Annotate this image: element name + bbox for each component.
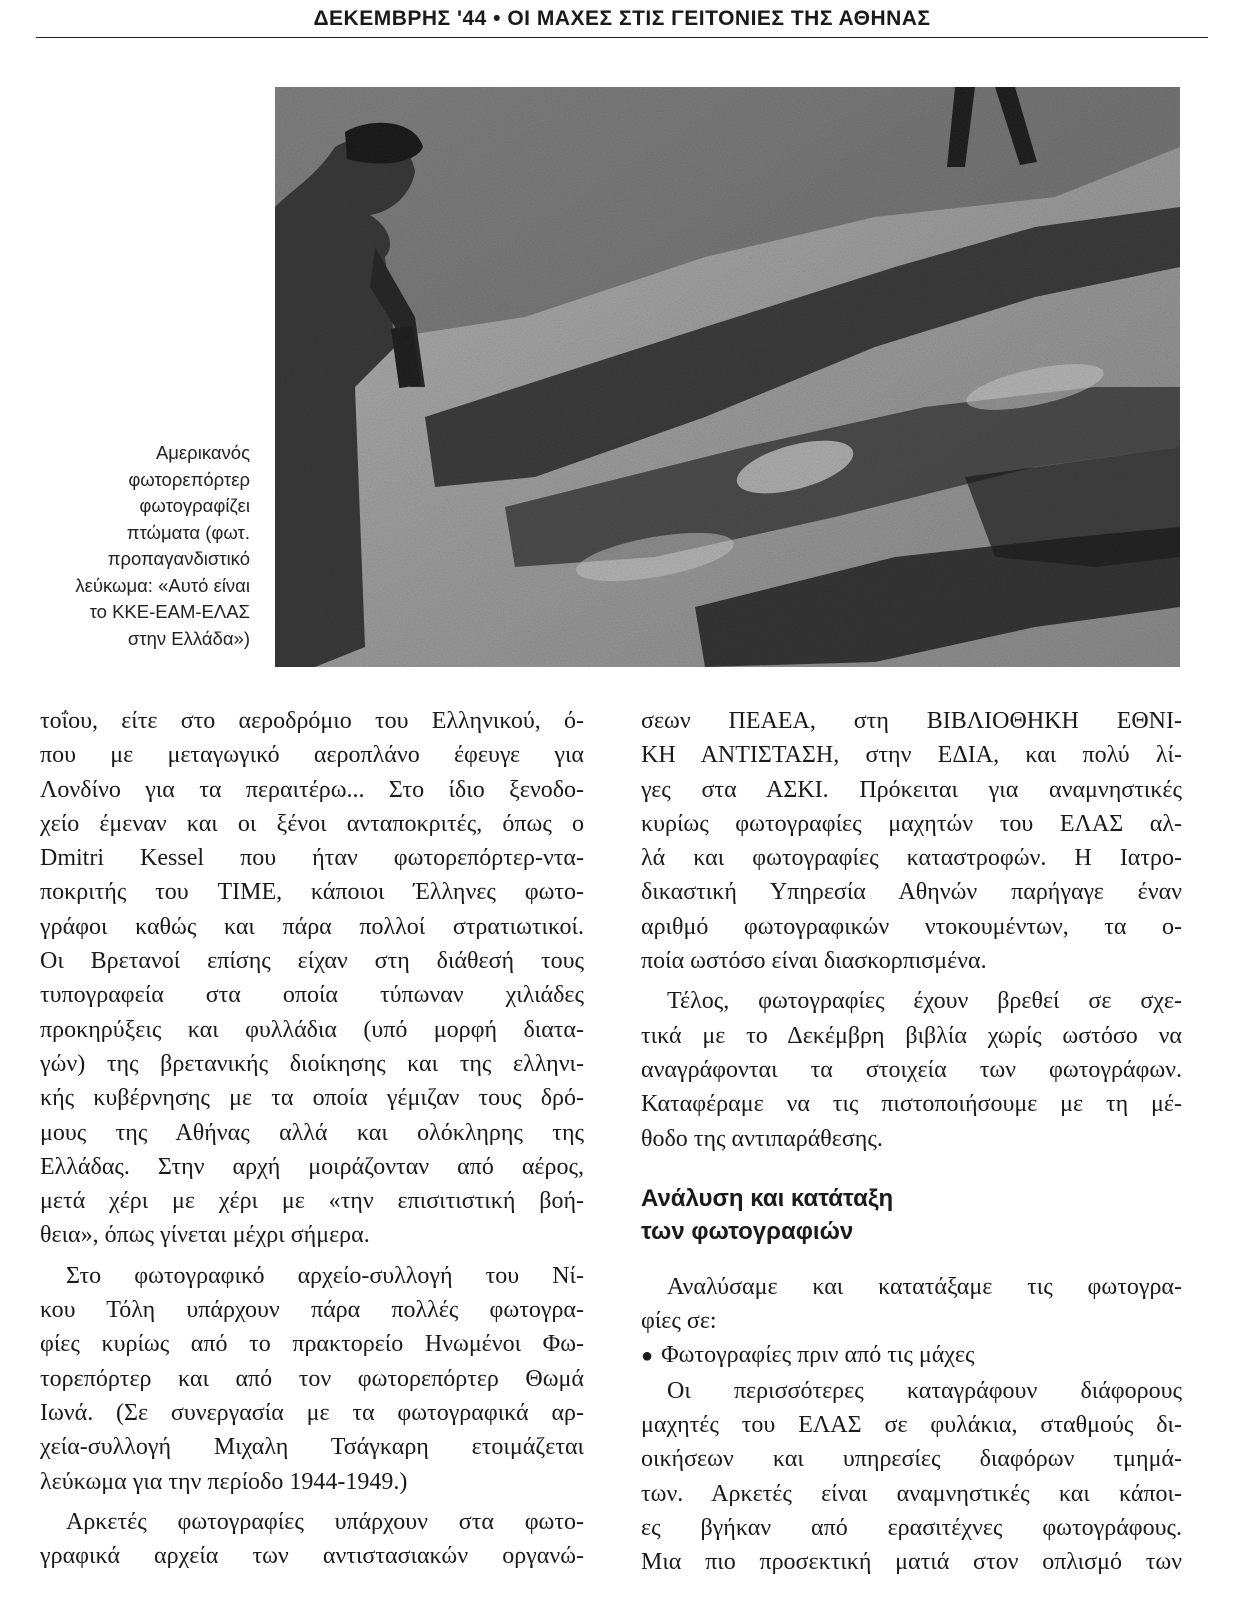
text-line: ΚΗ ΑΝΤΙΣΤΑΣΗ, στην ΕΔΙΑ, και πολύ λί- (641, 742, 1182, 769)
text-line: των. Αρκετές είναι αναμνηστικές και κάποι- (641, 1480, 1182, 1507)
section-heading (641, 1182, 1182, 1248)
text-line: δικαστική Υπηρεσία Αθηνών παρήγαγε έναν (641, 879, 1182, 906)
text-line: Λονδίνο για τα περαιτέρω... Στο ίδιο ξενοδο- (40, 776, 584, 803)
text-line: Ιωνά. (Σε συνεργασία με τα φωτογραφικά αρ- (40, 1399, 584, 1426)
caption-line: στην Ελλάδα») (127, 627, 250, 649)
text-line: Οι Βρετανοί επίσης είχαν στη διάθεσή τους (40, 948, 584, 975)
text-line: ες βγήκαν από ερασιτέχνες φωτογράφους. (641, 1514, 1182, 1541)
text-line: Αρκετές φωτογραφίες υπάρχουν στα φωτο- (66, 1508, 584, 1535)
text-line: λά και φωτογραφίες καταστροφών. Η Ιατρο- (641, 845, 1182, 872)
text-line: τυπογραφεία στα οποία τύπωναν χιλιάδες (40, 982, 584, 1009)
text-line: Μια πιο προσεκτική ματιά στον οπλισμό των (641, 1549, 1182, 1576)
text-line: προκηρύξεις και φυλλάδια (υπό μορφή διατα- (40, 1016, 584, 1043)
paragraph (641, 1270, 1182, 1339)
text-line: κυρίως φωτογραφίες μαχητών του ΕΛΑΣ αλ- (641, 810, 1182, 837)
left-column (40, 704, 584, 1573)
text-line: που με μεταγωγικό αεροπλάνο έφευγε για (40, 742, 584, 769)
photo-illustration (275, 87, 1180, 667)
paragraph (40, 704, 584, 1253)
running-header: ΔΕΚΕΜΒΡΗΣ '44 • ΟΙ ΜΑΧΕΣ ΣΤΙΣ ΓΕΙΤΟΝΙΕΣ ΤΗΣ ΑΘΗΝΑΣ (313, 7, 931, 30)
text-line: λεύκωμα για την περίοδο 1944-1949.) (40, 1468, 408, 1495)
paragraph (40, 1259, 584, 1499)
text-line: γράφοι καθώς και πάρα πολλοί στρατιωτικοί. (40, 913, 584, 940)
text-line: θεια», όπως γίνεται μέχρι σήμερα. (40, 1222, 370, 1249)
text-line: μετά χέρι με χέρι με «την επισιτιστική βοή- (40, 1188, 584, 1215)
caption-line: πτώματα (φωτ. (126, 521, 250, 543)
article-photo (275, 87, 1180, 667)
text-line: γών) της βρετανικής διοίκησης και της ελληνι- (40, 1050, 584, 1077)
text-line: φίες σε: (641, 1308, 717, 1335)
text-line: Dmitri Kessel που ήταν φωτορεπόρτερ-ντα- (40, 845, 584, 872)
text-line: κου Τόλη υπάρχουν πάρα πολλές φωτογρα- (40, 1297, 584, 1324)
text-line: Οι περισσότερες καταγράφουν διάφορους (667, 1377, 1182, 1404)
heading-line: των φωτογραφιών (641, 1217, 854, 1245)
text-line: μαχητές του ΕΛΑΣ σε φυλάκια, σταθμούς δι- (641, 1412, 1182, 1439)
caption-line: λεύκωμα: «Αυτό είναι (75, 574, 250, 596)
bullet-item (641, 1338, 1182, 1373)
text-line: αναγράφονται τα στοιχεία των φωτογράφων. (641, 1056, 1182, 1083)
text-line: κής κυβέρνησης με τα οποία γέμιζαν τους δρό- (40, 1085, 584, 1112)
text-line: χείο έμεναν και οι ξένοι ανταποκριτές, όπως ο (40, 810, 584, 837)
photo-caption (60, 440, 250, 652)
text-line: φίες κυρίως από το πρακτορείο Ηνωμένοι Φω- (40, 1331, 584, 1358)
text-line: γραφικά αρχεία των αντιστασιακών οργανώ- (40, 1543, 584, 1570)
text-line: γες στα ΑΣΚΙ. Πρόκειται για αναμνηστικές (641, 776, 1182, 803)
caption-line: φωτογραφίζει (139, 495, 250, 516)
text-line: Στο φωτογραφικό αρχείο-συλλογή του Νί- (66, 1262, 584, 1289)
text-line: ποία ωστόσο είναι διασκορπισμένα. (641, 948, 987, 975)
text-line: αριθμό φωτογραφικών ντοκουμέντων, τα ο- (641, 913, 1182, 940)
text-line: Αναλύσαμε και κατατάξαμε τις φωτογρα- (667, 1273, 1182, 1300)
paragraph (641, 704, 1182, 978)
text-line: οικήσεων και υπηρεσίες διαφόρων τμημά- (641, 1446, 1182, 1473)
text-line: σεων ΠΕΑΕΑ, στη ΒΙΒΛΙΟΘΗΚΗ ΕΘΝΙ- (641, 708, 1182, 734)
heading-line: Ανάλυση και κατάταξη (641, 1184, 894, 1212)
text-line: Καταφέραμε να τις πιστοποιήσουμε με τη μέ- (641, 1091, 1182, 1118)
text-line: μους της Αθήνας αλλά και ολόκληρης της (40, 1119, 584, 1146)
bullet-icon: ● (641, 1345, 654, 1368)
text-line: Τέλος, φωτογραφίες έχουν βρεθεί σε σχε- (667, 988, 1182, 1015)
caption-line: το ΚΚΕ-ΕΑΜ-ΕΛΑΣ (89, 601, 250, 622)
caption-line: προπαγανδιστικό (107, 548, 250, 569)
paragraph (641, 984, 1182, 1155)
caption-line: φωτορεπόρτερ (128, 468, 250, 490)
paragraph (40, 1505, 584, 1574)
bullet-text: Φωτογραφίες πριν από τις μάχες (661, 1342, 975, 1369)
text-line: ποκριτής του TIME, κάποιοι Έλληνες φωτο- (40, 879, 584, 906)
paragraph (641, 1374, 1182, 1580)
right-column (641, 704, 1182, 1580)
text-line: τορεπόρτερ και από τον φωτορεπόρτερ Θωμά (40, 1365, 584, 1392)
text-line: Ελλάδας. Στην αρχή μοιράζονταν από αέρος, (40, 1153, 584, 1180)
header-rule (36, 37, 1208, 38)
text-line: χεία-συλλογή Μιχαλη Τσάγκαρη ετοιμάζεται (40, 1434, 584, 1461)
text-line: θοδο της αντιπαράθεσης. (641, 1125, 883, 1152)
caption-line: Αμερικανός (155, 442, 250, 463)
text-line: τικά με το Δεκέμβρη βιβλία χωρίς ωστόσο να (641, 1022, 1182, 1049)
text-line: τοΐου, είτε στο αεροδρόμιο του Ελληνικού, ό- (40, 708, 584, 734)
